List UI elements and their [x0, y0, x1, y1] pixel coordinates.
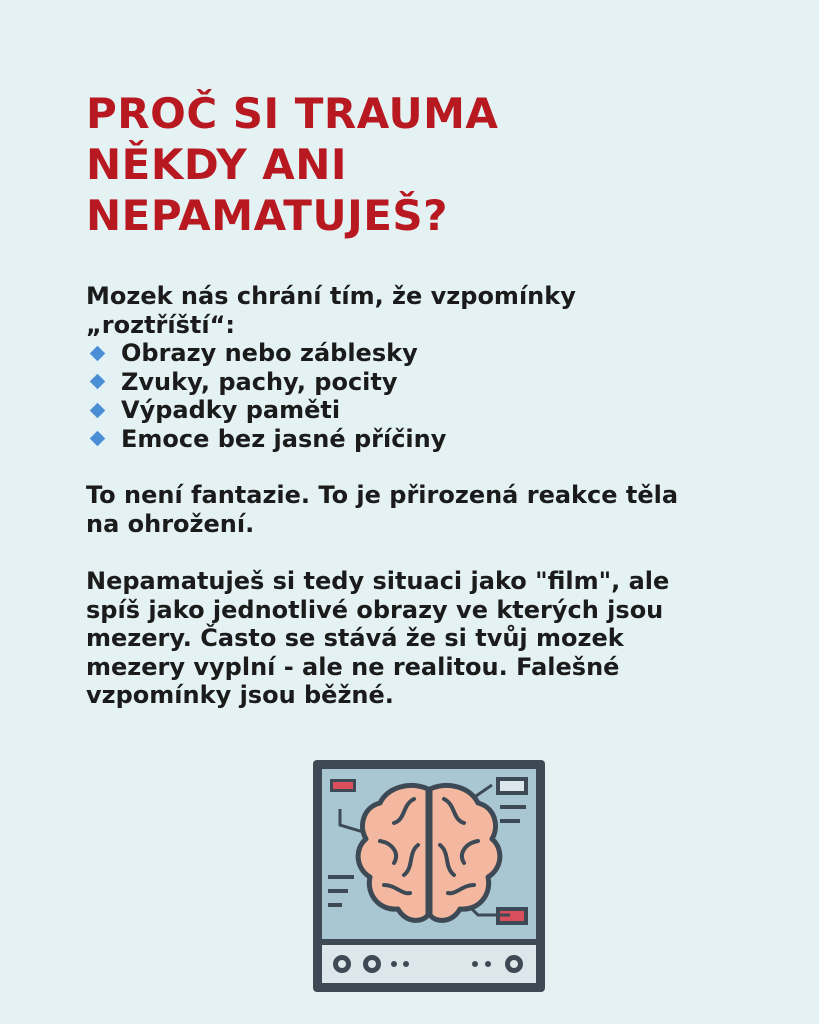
bullet-list: [86, 339, 446, 453]
paragraph-line: na ohrožení.: [86, 509, 255, 538]
paragraph-line: To není fantazie. To je přirozená reakce těla: [86, 481, 679, 509]
paragraph-line: spíš jako jednotlivé obrazy ve kterých jsou: [86, 595, 664, 624]
list-item: [86, 368, 446, 397]
title-line: NEPAMATUJEŠ?: [86, 191, 448, 240]
page-title: [86, 88, 726, 241]
list-item: [86, 339, 446, 368]
diamond-bullet-icon: [90, 374, 106, 390]
diamond-bullet-icon: [90, 431, 106, 447]
list-item-label: Výpadky paměti: [121, 396, 341, 424]
list-item: [86, 396, 446, 425]
intro-line: Mozek nás chrání tím, že vzpomínky: [86, 282, 576, 310]
list-item: [86, 425, 446, 454]
brain-scan-monitor-icon: [310, 757, 548, 995]
paragraph-line: mezery. Často se stává že si tvůj mozek: [86, 624, 624, 652]
paragraph-memory-gaps: [86, 567, 786, 710]
title-line: PROČ SI TRAUMA: [86, 89, 499, 138]
paragraph-line: mezery vyplní - ale ne realitou. Falešné: [86, 652, 620, 681]
list-item-label: Zvuky, pachy, pocity: [121, 367, 398, 396]
intro-line: „roztříští“:: [86, 310, 235, 339]
list-item-label: Obrazy nebo záblesky: [121, 339, 418, 367]
intro-text: [86, 282, 786, 339]
diamond-bullet-icon: [90, 402, 106, 418]
list-item-label: Emoce bez jasné příčiny: [121, 424, 447, 453]
paragraph-line: vzpomínky jsou běžné.: [86, 681, 394, 709]
paragraph-line: Nepamatuješ si tedy situaci jako "film", ale: [86, 567, 670, 595]
paragraph-reaction: [86, 481, 786, 538]
diamond-bullet-icon: [90, 345, 106, 361]
title-line: NĚKDY ANI: [86, 140, 348, 189]
